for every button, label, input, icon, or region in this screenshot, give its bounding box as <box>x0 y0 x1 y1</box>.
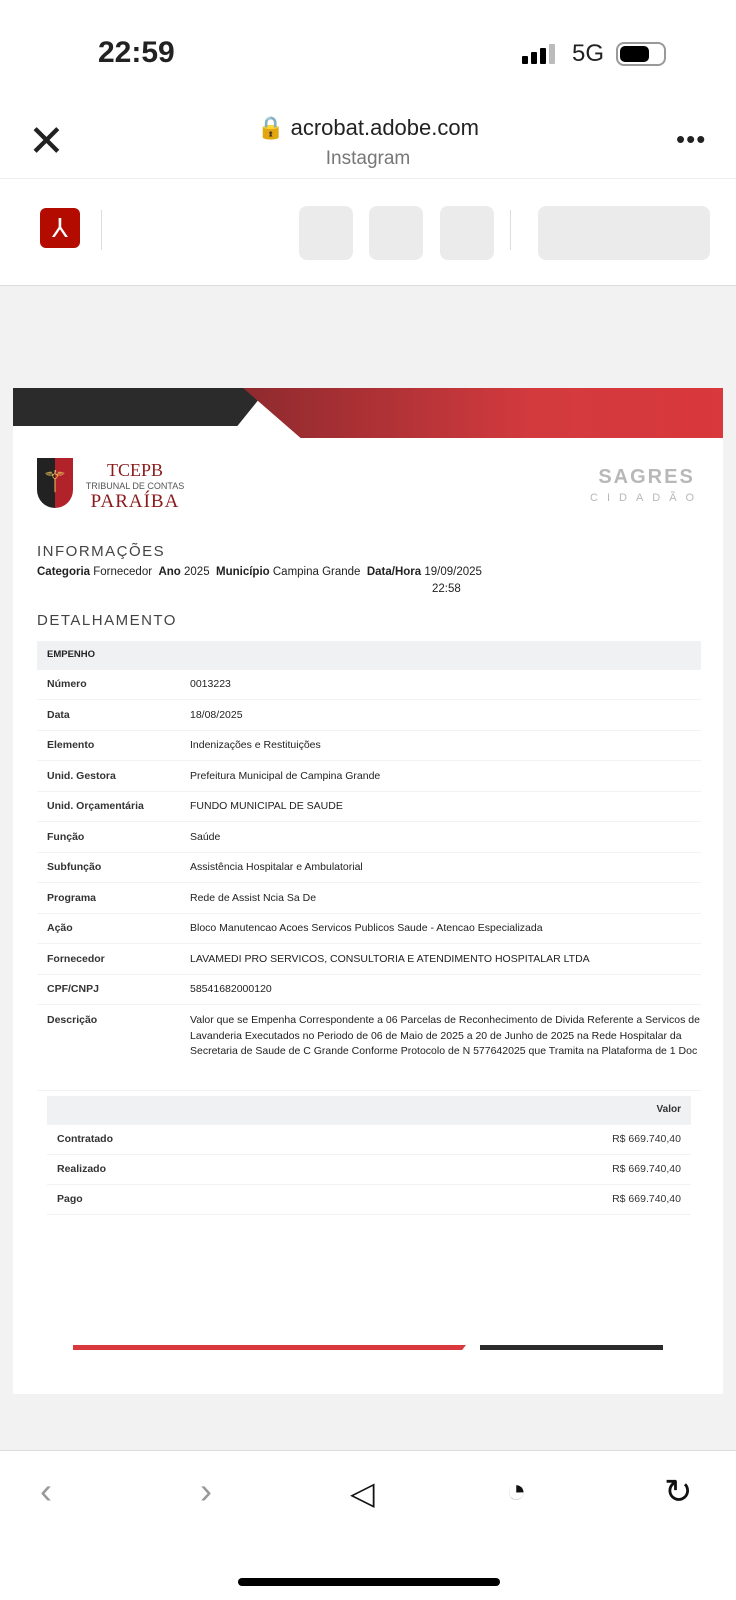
row-value: Prefeitura Municipal de Campina Grande <box>180 761 701 792</box>
footer-band-red <box>73 1345 466 1350</box>
value-label: Pago <box>47 1184 344 1214</box>
table-row <box>37 791 701 822</box>
table-row <box>37 974 701 1005</box>
value: Fornecedor <box>93 566 153 578</box>
row-value: 58541682000120 <box>180 974 701 1005</box>
value-row <box>47 1124 691 1154</box>
clock: 22:59 <box>98 36 175 69</box>
value: Campina Grande <box>272 566 361 578</box>
brand-line2: CIDADÃO <box>590 492 704 504</box>
row-value: Indenizações e Restituições <box>180 730 701 761</box>
brand-line1: SAGRES <box>598 466 695 488</box>
value: 2025 <box>184 566 210 578</box>
battery-icon <box>616 42 666 66</box>
empenho-table <box>37 641 701 1091</box>
share-icon[interactable]: ◁ <box>350 1475 375 1511</box>
row-label: Unid. Gestora <box>37 761 180 792</box>
value-amount: R$ 669.740,40 <box>344 1184 691 1214</box>
acrobat-logo-icon[interactable]: ⅄ <box>40 208 80 248</box>
org-line1: TCEPB <box>106 460 163 480</box>
value-amount: R$ 669.740,40 <box>344 1154 691 1184</box>
reload-icon[interactable]: ↻ <box>664 1473 693 1511</box>
row-label: Unid. Orçamentária <box>37 791 180 822</box>
table-row <box>37 1005 701 1091</box>
table-row <box>37 913 701 944</box>
row-label: Ação <box>37 913 180 944</box>
home-indicator[interactable] <box>238 1578 500 1586</box>
table-row <box>37 852 701 883</box>
org-line2: TRIBUNAL DE CONTAS <box>85 481 185 491</box>
timer-icon[interactable]: ◔ <box>506 1472 527 1510</box>
table-row <box>37 761 701 792</box>
value-row <box>47 1184 691 1214</box>
row-label: Descrição <box>37 1005 180 1091</box>
row-label: Elemento <box>37 730 180 761</box>
value: 19/09/2025 <box>424 566 482 578</box>
url-text: acrobat.adobe.com <box>290 115 479 140</box>
more-options-icon[interactable]: ••• <box>676 124 707 154</box>
url-bar[interactable] <box>0 115 736 141</box>
close-icon[interactable]: ✕ <box>28 117 65 166</box>
forward-icon[interactable]: › <box>200 1470 212 1511</box>
info-line <box>37 566 482 578</box>
source-label: Instagram <box>325 148 411 169</box>
tce-logo-text <box>80 460 190 513</box>
row-value: Bloco Manutencao Acoes Servicos Publicos Saude - Atencao Especializada <box>180 913 701 944</box>
signal-icon <box>522 44 555 64</box>
row-value: 0013223 <box>180 669 701 700</box>
table-row <box>37 669 701 700</box>
row-value: Saúde <box>180 822 701 853</box>
row-label: Data <box>37 700 180 731</box>
section-header: EMPENHO <box>37 641 701 669</box>
toolbar-action-placeholder[interactable] <box>538 206 710 260</box>
table-row <box>37 730 701 761</box>
label: Ano <box>158 566 181 578</box>
label: Data/Hora <box>366 566 422 578</box>
info-heading: INFORMAÇÕES <box>37 543 166 560</box>
org-line3: PARAÍBA <box>90 491 180 512</box>
label: Categoria <box>37 566 91 578</box>
row-label: Programa <box>37 883 180 914</box>
table-row <box>37 822 701 853</box>
row-value: Rede de Assist Ncia Sa De <box>180 883 701 914</box>
divider <box>510 210 511 250</box>
detail-heading: DETALHAMENTO <box>37 612 177 629</box>
toolbar-button-placeholder[interactable] <box>440 206 494 260</box>
divider <box>101 210 102 250</box>
table-row <box>37 700 701 731</box>
toolbar-button-placeholder[interactable] <box>369 206 423 260</box>
value-label: Realizado <box>47 1154 344 1184</box>
footer-band-dark <box>480 1345 663 1350</box>
header-band-red <box>243 388 723 438</box>
value-row <box>47 1154 691 1184</box>
values-header: Valor <box>344 1096 691 1124</box>
label: Município <box>216 566 270 578</box>
row-value: 18/08/2025 <box>180 700 701 731</box>
row-label: Função <box>37 822 180 853</box>
row-label: Número <box>37 669 180 700</box>
value-label: Contratado <box>47 1124 344 1154</box>
row-label: Subfunção <box>37 852 180 883</box>
row-value: FUNDO MUNICIPAL DE SAUDE <box>180 791 701 822</box>
value-amount: R$ 669.740,40 <box>344 1124 691 1154</box>
sagres-logo <box>590 466 703 504</box>
row-value: LAVAMEDI PRO SERVICOS, CONSULTORIA E ATENDIMENTO HOSPITALAR LTDA <box>180 944 701 975</box>
values-table <box>47 1096 691 1215</box>
toolbar-button-placeholder[interactable] <box>299 206 353 260</box>
table-row <box>37 944 701 975</box>
lock-icon: 🔒 <box>257 115 285 140</box>
row-value: Valor que se Empenha Correspondente a 06 Parcelas de Reconhecimento de Divida Referente a Servicos de Lavanderia Executados no Periodo de 06 de Maio de 2025 a 20 de Junho de 2025 na Rede Hospitalar da Secretaria de Saude de C Grande Conforme Protocolo de N 577642025 que Tramita na Plataforma de 1 Doc <box>180 1005 701 1091</box>
back-icon[interactable]: ‹ <box>40 1470 52 1511</box>
tce-shield-logo: ⚚ <box>37 458 73 508</box>
status-bar <box>0 0 736 100</box>
table-row <box>37 883 701 914</box>
row-label: Fornecedor <box>37 944 180 975</box>
network-label: 5G <box>572 40 605 67</box>
row-label: CPF/CNPJ <box>37 974 180 1005</box>
info-time: 22:58 <box>432 583 461 595</box>
header-band-dark <box>13 388 268 426</box>
row-value: Assistência Hospitalar e Ambulatorial <box>180 852 701 883</box>
